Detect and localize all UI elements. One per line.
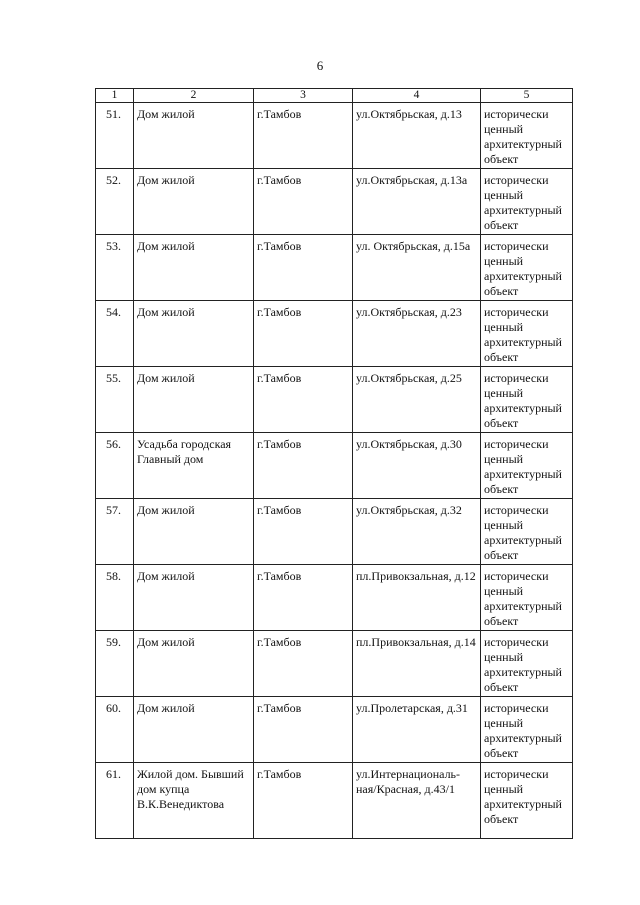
address-cell: пл.Привокзальная, д.12 [353, 565, 481, 631]
city-cell: г.Тамбов [254, 367, 353, 433]
object-name-cell: Дом жилой [134, 169, 254, 235]
address-cell: ул.Октябрьская, д.25 [353, 367, 481, 433]
city-cell: г.Тамбов [254, 631, 353, 697]
address-cell: ул.Октябрьская, д.13а [353, 169, 481, 235]
table-row [96, 499, 573, 565]
category-cell: исторически ценный архитектурный объект [481, 565, 573, 631]
table-row [96, 367, 573, 433]
object-name-cell: Усадьба городская Главный дом [134, 433, 254, 499]
city-cell: г.Тамбов [254, 697, 353, 763]
table-row [96, 301, 573, 367]
table-row [96, 565, 573, 631]
category-cell: исторически ценный архитектурный объект [481, 235, 573, 301]
category-cell: исторически ценный архитектурный объект [481, 169, 573, 235]
category-cell: исторически ценный архитектурный объект [481, 433, 573, 499]
object-name-cell: Дом жилой [134, 499, 254, 565]
row-number-cell: 52. [96, 169, 134, 235]
row-number-cell: 57. [96, 499, 134, 565]
object-name-cell: Дом жилой [134, 301, 254, 367]
city-cell: г.Тамбов [254, 565, 353, 631]
address-cell: ул.Интернациональ-ная/Красная, д.43/1 [353, 763, 481, 839]
category-cell: исторически ценный архитектурный объект [481, 367, 573, 433]
table-row [96, 169, 573, 235]
row-number-cell: 51. [96, 103, 134, 169]
row-number-cell: 53. [96, 235, 134, 301]
city-cell: г.Тамбов [254, 301, 353, 367]
column-header-1: 1 [96, 89, 134, 103]
row-number-cell: 59. [96, 631, 134, 697]
object-name-cell: Дом жилой [134, 235, 254, 301]
category-cell: исторически ценный архитектурный объект [481, 499, 573, 565]
address-cell: ул.Октябрьская, д.13 [353, 103, 481, 169]
category-cell: исторически ценный архитектурный объект [481, 631, 573, 697]
page-number: 6 [316, 58, 324, 73]
row-number-cell: 61. [96, 763, 134, 839]
column-header-4: 4 [353, 89, 481, 103]
table-row [96, 433, 573, 499]
column-header-2: 2 [134, 89, 254, 103]
table-row [96, 235, 573, 301]
row-number-cell: 55. [96, 367, 134, 433]
table-row [96, 103, 573, 169]
address-cell: ул.Пролетарская, д.31 [353, 697, 481, 763]
address-cell: ул.Октябрьская, д.30 [353, 433, 481, 499]
table-row [96, 697, 573, 763]
column-header-5: 5 [481, 89, 573, 103]
category-cell: исторически ценный архитектурный объект [481, 103, 573, 169]
category-cell: исторически ценный архитектурный объект [481, 763, 573, 839]
table-row [96, 763, 573, 839]
city-cell: г.Тамбов [254, 169, 353, 235]
row-number-cell: 54. [96, 301, 134, 367]
city-cell: г.Тамбов [254, 235, 353, 301]
category-cell: исторически ценный архитектурный объект [481, 697, 573, 763]
object-name-cell: Дом жилой [134, 103, 254, 169]
row-number-cell: 60. [96, 697, 134, 763]
address-cell: ул.Октябрьская, д.23 [353, 301, 481, 367]
address-cell: ул. Октябрьская, д.15а [353, 235, 481, 301]
city-cell: г.Тамбов [254, 103, 353, 169]
row-number-cell: 56. [96, 433, 134, 499]
object-name-cell: Жилой дом. Бывший дом купца В.К.Венедиктова [134, 763, 254, 839]
city-cell: г.Тамбов [254, 763, 353, 839]
address-cell: ул.Октябрьская, д.32 [353, 499, 481, 565]
object-name-cell: Дом жилой [134, 565, 254, 631]
object-name-cell: Дом жилой [134, 631, 254, 697]
address-cell: пл.Привокзальная, д.14 [353, 631, 481, 697]
monuments-table [95, 88, 573, 839]
column-header-3: 3 [254, 89, 353, 103]
table-row [96, 631, 573, 697]
city-cell: г.Тамбов [254, 433, 353, 499]
object-name-cell: Дом жилой [134, 367, 254, 433]
category-cell: исторически ценный архитектурный объект [481, 301, 573, 367]
row-number-cell: 58. [96, 565, 134, 631]
table-header-row [96, 89, 573, 103]
city-cell: г.Тамбов [254, 499, 353, 565]
object-name-cell: Дом жилой [134, 697, 254, 763]
